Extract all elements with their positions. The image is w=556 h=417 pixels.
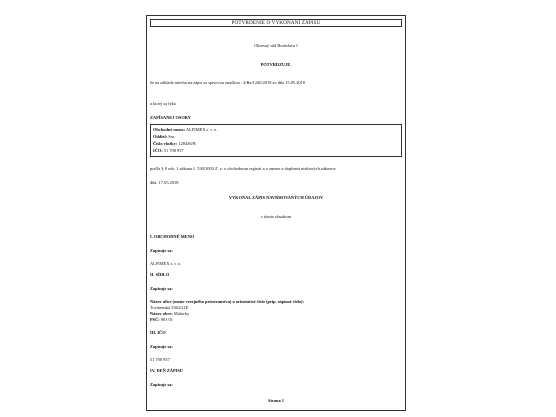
- section-3-value: 51 708 957: [150, 357, 170, 362]
- basis-text: že na základe návrhu na zápis so spisovou značkou : 4/Re/1240/2018 zo dňa 15.05.2018: [150, 80, 305, 85]
- entity-file-number: Číslo vložky: 128436/B: [153, 141, 196, 146]
- section-3-title: III. IČO: [150, 330, 166, 335]
- concerns-text: a ktorý sa týka: [150, 101, 176, 106]
- confirm-heading: POTVRDZUJE,: [260, 62, 292, 67]
- section-2-sub: Zapisuje sa:: [150, 286, 173, 291]
- section-2-city: Názov obce: Malacky: [150, 311, 190, 316]
- entity-name: Obchodné meno: ALFIMEX s. r. o.: [153, 127, 218, 132]
- document-page: [146, 15, 406, 411]
- section-3-sub: Zapisuje sa:: [150, 344, 173, 349]
- law-reference: podľa § 8 ods. 1 zákona č. 530/2003 Z. z. o obchodnom registri a o zmene a doplnení niektorých zákonov: [150, 166, 336, 171]
- court-name: Okresný súd Bratislava I: [254, 43, 298, 48]
- entity-ico: IČO: 51 708 957: [153, 148, 184, 153]
- content-label: s týmto obsahom: [260, 214, 291, 219]
- entity-section: Oddiel: Sro: [153, 134, 175, 139]
- registration-date: dňa: 17.05.2018: [150, 180, 179, 185]
- section-1-value: ALFIMEX s. r. o.: [150, 261, 182, 266]
- section-1-sub: Zapisuje sa:: [150, 248, 173, 253]
- entity-box: [150, 124, 402, 157]
- section-2-psc: PSČ: 901 01: [150, 317, 173, 322]
- page-number: Strana 1: [268, 398, 284, 403]
- section-4-sub: Zapisuje sa:: [150, 382, 173, 387]
- registered-person-heading: ZAPÍSANEJ OSOBY: [150, 115, 191, 120]
- document-header: POTVRDENIE O VYKONANÍ ZÁPISU: [150, 19, 402, 27]
- section-2-street: Továrenská 5362/21E: [150, 305, 189, 310]
- section-2-street-label: Názov ulice (meno verejného priestranstva) a orientačné číslo (príp. súpisné číslo):: [150, 299, 304, 304]
- section-4-title: IV. DEŇ ZÁPISU: [150, 368, 183, 373]
- section-2-title: II. SÍDLO: [150, 272, 170, 277]
- performed-heading: VYKONAL ZÁPIS NAVRHOVANÝCH ÚDAJOV: [228, 195, 324, 200]
- section-1-title: I. OBCHODNÉ MENO: [150, 234, 195, 239]
